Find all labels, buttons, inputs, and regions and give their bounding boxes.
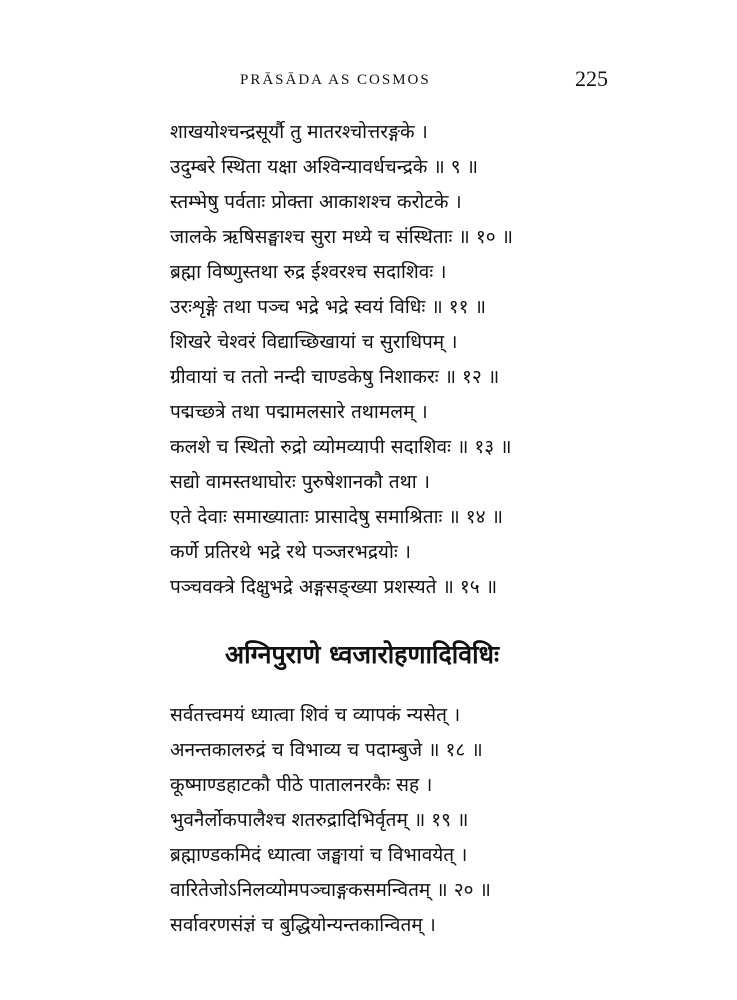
verse-line: कूष्माण्डहाटकौ पीठे पातालनरकैः सह । (170, 774, 433, 796)
verse-line: सर्वावरणसंज्ञं च बुद्धियोन्यन्तकान्वितम् । (170, 914, 436, 936)
verse-line: शिखरे चेश्वरं विद्याच्छिखायां च सुराधिपम् । (170, 331, 458, 353)
section-heading: अग्निपुराणे ध्वजारोहणादिविधिः (225, 640, 500, 669)
verse-line: सर्वतत्त्वमयं ध्यात्वा शिवं च व्यापकं न्यसेत् । (170, 704, 461, 726)
verse-line: शाखयोश्चन्द्रसूर्यौ तु मातरश्चोत्तरङ्गके । (170, 121, 428, 143)
verse-line: ग्रीवायां च ततो नन्दी चाण्डकेषु निशाकरः ॥ १२ ॥ (170, 366, 500, 388)
verse-line: ब्रह्मा विष्णुस्तथा रुद्र ईश्वरश्च सदाशिवः । (170, 261, 447, 283)
verse-line: उरःशृङ्गे तथा पञ्च भद्रे भद्रे स्वयं विधिः ॥ ११ ॥ (170, 296, 486, 318)
verse-line: पञ्चवक्त्रे दिक्षुभद्रे अङ्गसङ्ख्या प्रशस्यते ॥ १५ ॥ (170, 576, 498, 598)
verse-line: कलशे च स्थितो रुद्रो व्योमव्यापी सदाशिवः ॥ १३ ॥ (170, 436, 512, 458)
verse-line: स्तम्भेषु पर्वताः प्रोक्ता आकाशश्च करोटके । (170, 191, 462, 213)
verse-line: जालके ऋषिसङ्घाश्च सुरा मध्ये च संस्थिताः ॥ १० ॥ (170, 226, 514, 248)
running-head: PRĀSĀDA AS COSMOS (240, 72, 431, 88)
verse-line: सद्यो वामस्तथाघोरः पुरुषेशानकौ तथा । (170, 471, 430, 493)
verse-line: कर्णे प्रतिरथे भद्रे रथे पञ्जरभद्रयोः । (170, 541, 411, 563)
verse-line: भुवनैर्लोकपालैश्च शतरुद्रादिभिर्वृतम् ॥ १९ ॥ (170, 809, 469, 831)
verse-line: उदुम्बरे स्थिता यक्षा अश्विन्यावर्धचन्द्रके ॥ ९ ॥ (170, 156, 479, 178)
verse-line: ब्रह्माण्डकमिदं ध्यात्वा जङ्घायां च विभावयेत् । (170, 844, 468, 866)
verse-line: एते देवाः समाख्याताः प्रासादेषु समाश्रिताः ॥ १४ ॥ (170, 506, 503, 528)
verse-line: पद्मच्छत्रे तथा पद्मामलसारे तथामलम् । (170, 401, 428, 423)
verse-line: अनन्तकालरुद्रं च विभाव्य च पदाम्बुजे ॥ १८ ॥ (170, 739, 483, 761)
page-number: 225 (575, 66, 608, 91)
verse-line: वारितेजोऽनिलव्योमपञ्चाङ्गकसमन्वितम् ॥ २० ॥ (170, 879, 491, 901)
